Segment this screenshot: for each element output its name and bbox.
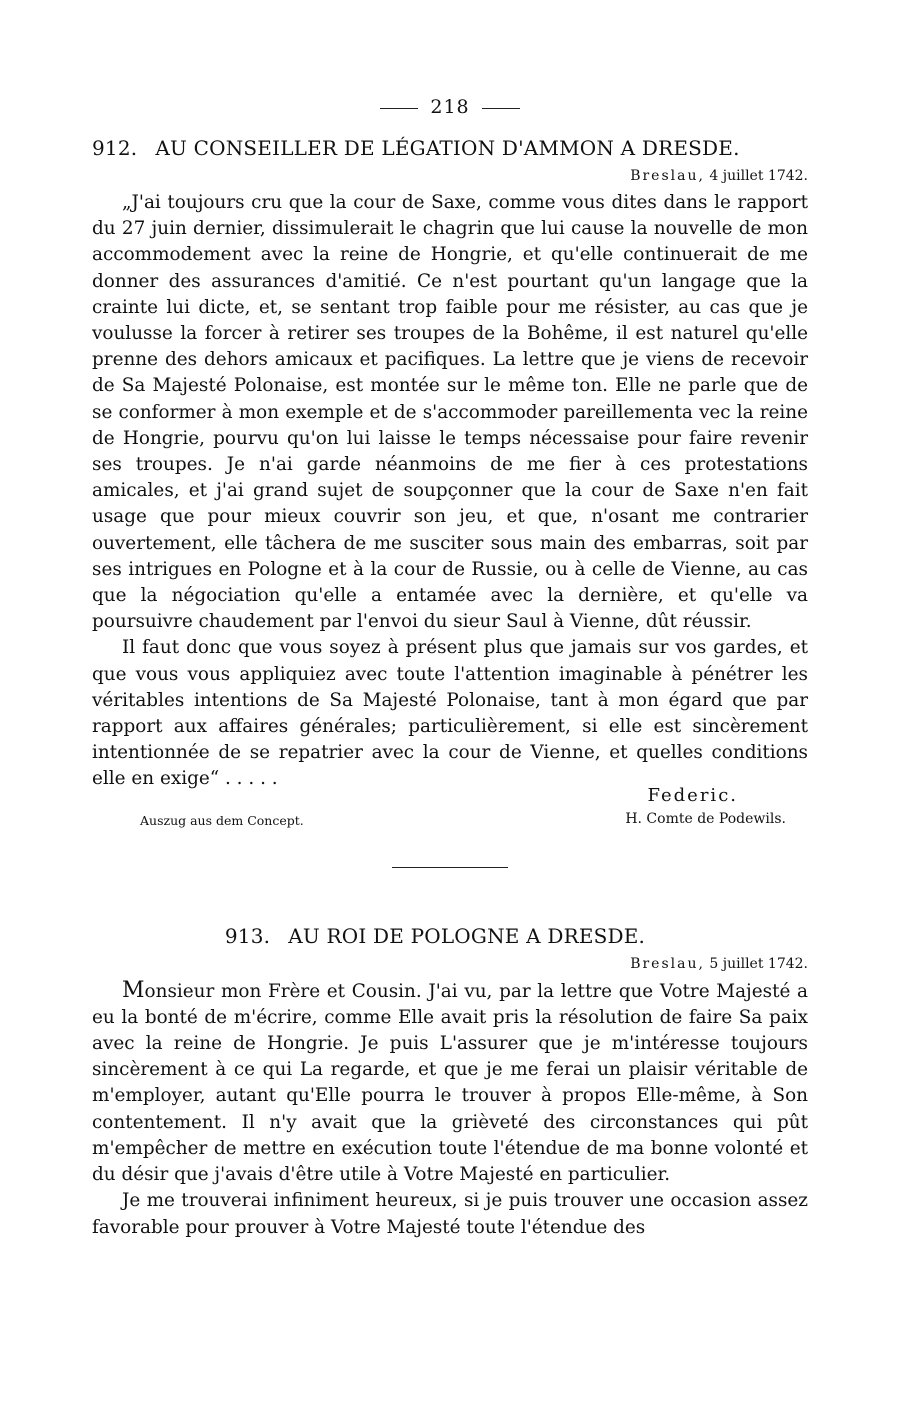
letter-heading (92, 924, 808, 948)
page-number-dash-left (380, 108, 418, 109)
page-number (92, 96, 808, 118)
dateline-date: 5 juillet 1742. (709, 955, 808, 972)
drop-cap: M (122, 977, 145, 1003)
page-number-text: 218 (430, 96, 470, 118)
section-separator (392, 867, 508, 868)
letter-paragraph (92, 978, 808, 1189)
letter-913 (92, 924, 808, 1241)
letter-paragraph-text: onsieur mon Frère et Cousin. J'ai vu, par la lettre que Votre Majesté a eu la bonté de m'écrire, comme Elle avait pris la résolution de faire Sa paix avec la reine de Hongrie. Je puis L'assurer que je m'intéresse toujours sincèrement à ce qui La regarde, et que je me ferai un plaisir véritable de m'employer, autant qu'Elle pourra le trouver à propos Elle-même, à Son contentement. Il n'y avait que la grièveté des circonstances qui pût m'empêcher de mettre en exécution toute l'étendue de ma bonne volonté et du désir que j'avais d'être utile à Votre Majesté en particulier. (92, 980, 808, 1186)
letter-number: 912. (92, 136, 138, 160)
letter-number: 913. (224, 923, 271, 948)
dateline-place: Breslau, (630, 168, 705, 184)
letter-paragraph: Je me trouverai infiniment heureux, si je puis trouver une occasion assez favorable pour prouver à Votre Majesté toute l'étendue des (92, 1190, 808, 1238)
dateline (92, 168, 808, 184)
dateline-place: Breslau, (630, 955, 705, 972)
letter-paragraph: „J'ai toujours cru que la cour de Saxe, comme vous dites dans le rapport du 27 juin dernier, dissimulerait le chagrin que lui cause la nouvelle de mon accommodement avec la reine de Hongrie, et qu'elle continuerait de me donner des assurances d'amitié. Ce n'est pourtant qu'un langage que la crainte lui dicte, et, se sentant trop faible pour me résister, au cas que je voulusse la forcer à retirer ses troupes de la Bohême, il est naturel qu'elle prenne des dehors amicaux et pacifiques. La lettre que je viens de recevoir de Sa Majesté Polonaise, est montée sur le même ton. Elle ne parle que de se conformer à mon exemple et de s'accommoder pareillementa vec la reine de Hongrie, pourvu qu'on lui laisse le temps nécessaise pour faire revenir ses troupes. Je n'ai garde néanmoins de me fier à ces protestations amicales, et j'ai grand sujet de soupçonner que la cour de Saxe n'en fait usage que pour mieux couvrir son jeu, et que, n'osant me contrarier ouvertement, elle tâchera de me susciter sous main des embarras, soit par ses intrigues en Pologne et à la cour de Russie, ou à celle de Vienne, au cas que la négociation qu'elle a entamée avec la dernière, et qu'elle va poursuivre chaudement par l'envoi du sieur Saul à Vienne, dût réussir. (92, 192, 808, 633)
signature-block (92, 784, 808, 849)
letter-912 (92, 136, 808, 868)
dateline (92, 956, 808, 972)
letter-paragraph: Il faut donc que vous soyez à présent plus que jamais sur vos gardes, et que vous vous appliquiez avec toute l'attention imaginable à pénétrer les véritables intentions de Sa Majesté Polonaise, tant à mon égard que par rapport aux affaires générales; particulièrement, si elle est sincèrement intentionnée de se repatrier avec la cour de Vienne, et quelles conditions elle en exige“ . . . . . (92, 637, 808, 790)
signature: Federic. (647, 784, 738, 806)
letter-title: AU CONSEILLER DE LÉGATION D'AMMON A DRESDE. (155, 136, 740, 160)
countersignature: H. Comte de Podewils. (625, 810, 786, 827)
source-note: Auszug aus dem Concept. (140, 812, 304, 828)
letter-title: AU ROI DE POLOGNE A DRESDE. (288, 923, 646, 948)
letter-heading (92, 136, 808, 160)
dateline-date: 4 juillet 1742. (709, 168, 808, 184)
page-number-dash-right (482, 108, 520, 109)
document-page (92, 96, 808, 1241)
